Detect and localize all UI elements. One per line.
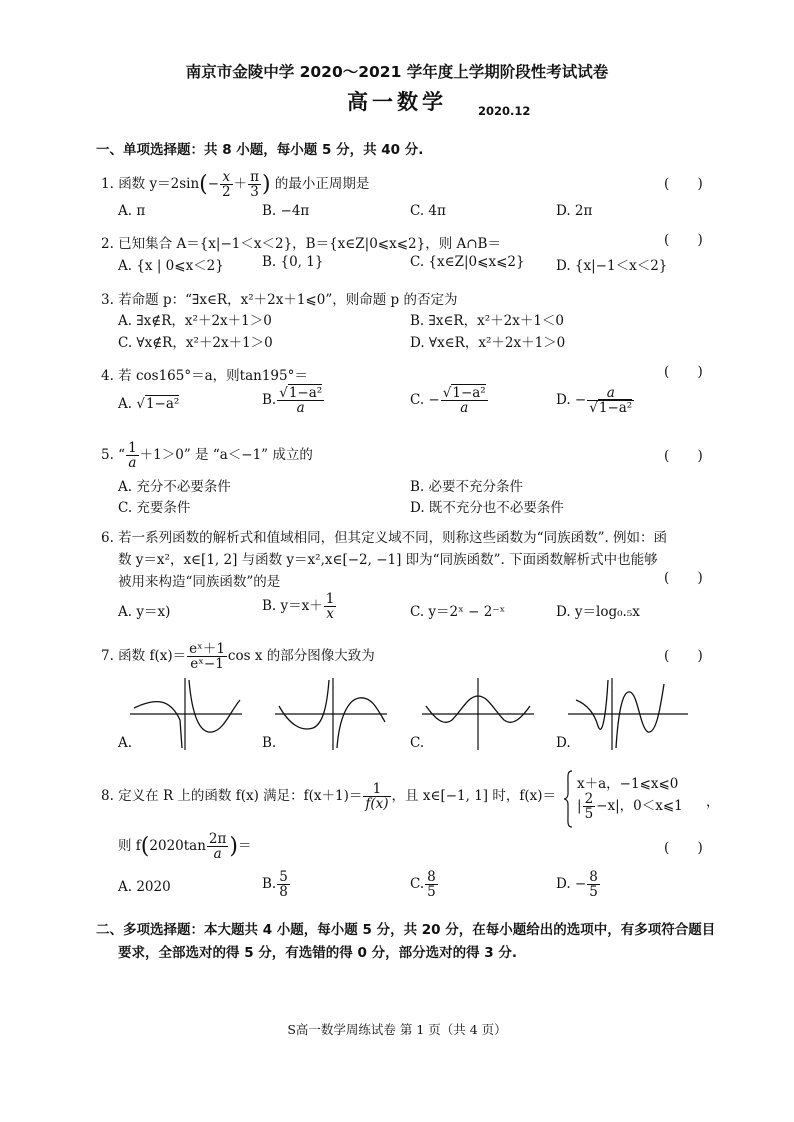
q4-stem: 4. 若 cos165°＝a，则tan195°＝	[101, 368, 308, 384]
q6-line2: 数 y＝x²，x∈[1, 2] 与函数 y＝x²,x∈[−2, −1] 即为“同族函数”. 下面函数解析式中也能够	[118, 552, 658, 568]
q6-answer-paren: ( )	[664, 570, 715, 586]
q2-option-c: C. {x∈Z|0⩽x⩽2}	[410, 254, 525, 270]
q7-graph-a	[130, 676, 242, 752]
q8-option-a: A. 2020	[118, 879, 171, 895]
q4-option-d: D. − $\frac{a}{\text{√1−a²}}$	[556, 385, 633, 417]
q1-num: 1.	[101, 176, 114, 193]
q7-stem: 7. 函数 f(x)＝ $\frac{\text{eˣ＋1}}{\text{eˣ−1}}$ cos x 的部分图像大致为	[101, 641, 375, 673]
q6-line3: 被用来构造“同族函数”的是	[118, 574, 281, 590]
q8-option-b: B. $\frac{5}{8}$	[262, 869, 288, 901]
q2-answer-paren: ( )	[664, 232, 715, 248]
exam-title: 南京市金陵中学 2020～2021 学年度上学期阶段性考试试卷	[185, 63, 609, 81]
q3-stem: 3. 若命题 p：“∃x∈R，x²＋2x＋1⩽0”，则命题 p 的否定为	[101, 292, 458, 308]
q7-option-b: B.	[262, 735, 277, 751]
q1-option-d: D. 2π	[556, 203, 593, 219]
q8-case1: x＋a，−1⩽x⩽0	[577, 776, 679, 792]
q6-option-c: C. y＝2ˣ − 2⁻ˣ	[410, 604, 506, 620]
q8-option-d: D. − $\frac{8}{5}$	[556, 869, 598, 901]
q1-frac-x: $\frac{x}{2}$	[222, 169, 231, 201]
page-footer: S高一数学周练试卷 第 1 页（共 4 页）	[287, 1022, 507, 1037]
q1-answer-paren: ( )	[664, 176, 715, 192]
q3-option-c: C. ∀x∉R，x²＋2x＋1＞0	[118, 335, 273, 351]
q4-answer-paren: ( )	[664, 364, 715, 380]
q7-option-c: C.	[410, 735, 425, 751]
q5-option-a: A. 充分不必要条件	[118, 479, 231, 495]
q6-line1: 6. 若一系列函数的解析式和值域相同，但其定义域不同，则称这些函数为“同族函数”. 例如：函	[101, 530, 668, 546]
q8-brace	[563, 770, 573, 828]
q2-stem: 2. 已知集合 A＝{x|−1＜x＜2}，B＝{x∈Z|0⩽x⩽2}，则 A∩B＝	[101, 236, 501, 252]
q1-post: 的最小正周期是	[274, 176, 370, 193]
section2-heading-line2: 要求，全部选对的得 5 分，有选错的得 0 分，部分选对的得 3 分.	[118, 945, 518, 961]
exam-date: 2020.12	[478, 104, 531, 118]
q4-option-c: C. − $\frac{\text{√1−a²}}{a}$	[410, 385, 486, 417]
q8-comma: ，	[706, 794, 720, 810]
q7-graph-d	[568, 676, 688, 752]
q8-stem: 8. 定义在 R 上的函数 f(x) 满足：f(x＋1)＝ $\frac{1}{f(x)}$ ，且 x∈[−1, 1] 时，f(x)＝	[101, 781, 556, 813]
q2-option-b: B. {0, 1}	[262, 254, 324, 270]
q5-option-c: C. 充要条件	[118, 500, 191, 516]
q6-option-b: B. y＝x＋ $\frac{1}{x}$	[262, 591, 335, 623]
q7-option-a: A.	[118, 735, 133, 751]
q3-option-b: B. ∃x∈R，x²＋2x＋1＜0	[410, 313, 565, 329]
q8-then: 则 f(2020tan $\frac{2\pi}{a}$ )＝	[118, 831, 252, 863]
q6-option-d: D. y＝log₀.₅x	[556, 604, 640, 620]
q8-case2: | $\frac{2}{5}$ −x|，0＜x⩽1	[577, 791, 683, 823]
exam-subject: 高一数学	[347, 90, 447, 114]
q8-answer-paren: ( )	[664, 840, 715, 856]
q2-option-d: D. {x|−1＜x＜2}	[556, 258, 668, 274]
section2-heading-line1: 二、多项选择题：本大题共 4 小题，每小题 5 分，共 20 分，在每小题给出的选项中，有多项符合题目	[96, 922, 716, 938]
q1-option-c: C. 4π	[410, 203, 446, 219]
q1-stem: 1. 函数 y＝2sin(− $\frac{x}{2}$ ＋ $\frac{\pi}{3}$ ) 的最小正周期是	[101, 169, 370, 201]
q4-option-a: A. √1−a²	[118, 396, 180, 412]
q7-answer-paren: ( )	[664, 648, 715, 664]
q1-frac-pi: $\frac{\pi}{3}$	[250, 169, 260, 201]
section1-heading: 一、单项选择题：共 8 小题，每小题 5 分，共 40 分.	[96, 142, 424, 158]
q8-option-c: C. $\frac{8}{5}$	[410, 869, 436, 901]
q7-graph-b	[275, 676, 387, 752]
q5-option-b: B. 必要不充分条件	[410, 479, 524, 495]
q7-option-d: D.	[556, 735, 571, 751]
q7-graph-c	[422, 676, 534, 752]
q3-option-a: A. ∃x∉R，x²＋2x＋1＞0	[118, 313, 272, 329]
q6-option-a: A. y＝x)	[118, 604, 171, 620]
q2-option-a: A. {x | 0⩽x＜2}	[118, 258, 224, 274]
q1-pre: 函数 y＝2sin	[118, 176, 200, 193]
q4-option-b: B. $\frac{\text{√1−a²}}{a}$	[262, 385, 323, 417]
q5-option-d: D. 既不充分也不必要条件	[410, 500, 564, 516]
q3-option-d: D. ∀x∈R，x²＋2x＋1＞0	[410, 335, 566, 351]
q1-minus: −	[207, 176, 220, 193]
q1-option-a: A. π	[118, 203, 146, 219]
q1-plus: ＋	[233, 176, 248, 193]
q5-answer-paren: ( )	[664, 448, 715, 464]
q5-stem: 5. “ $\frac{1}{a}$ ＋1＞0” 是 “a＜−1” 成立的	[101, 440, 313, 472]
q1-option-b: B. −4π	[262, 203, 310, 219]
